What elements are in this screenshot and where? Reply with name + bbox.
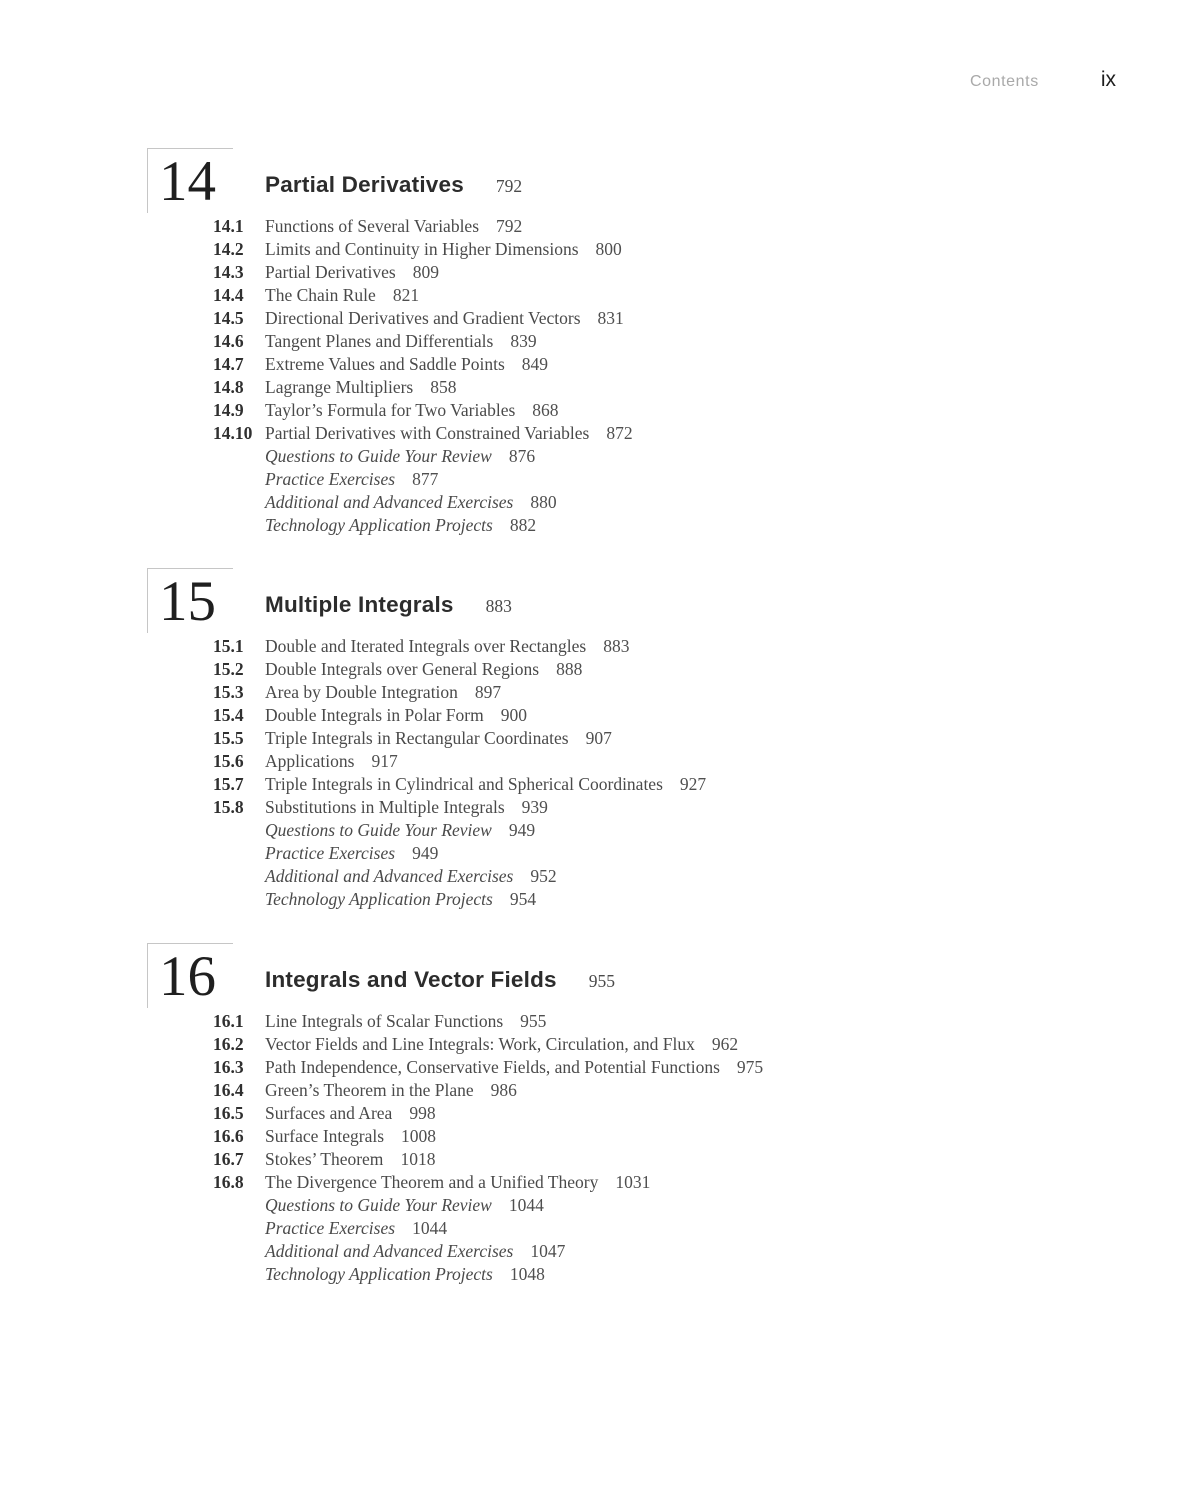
extra-page: 880 [530,492,557,512]
toc-section-row [147,261,1107,284]
section-page: 955 [520,1011,547,1031]
toc-section-row [147,658,1107,681]
chapter-page: 883 [485,596,512,616]
toc-section-row [147,1010,1107,1033]
section-number: 16.6 [213,1126,244,1146]
chapter-number: 14 [159,150,216,213]
section-title: Stokes’ Theorem [265,1149,384,1169]
section-page: 907 [585,728,612,748]
toc-section-row [147,1033,1107,1056]
extra-page: 877 [412,469,439,489]
toc-extra-row [147,468,1107,491]
extra-page: 949 [412,843,439,863]
section-page: 917 [371,751,398,771]
extra-page: 1048 [509,1264,545,1284]
toc-section-row [147,422,1107,445]
toc-extra-row [147,1263,1107,1286]
section-number: 14.10 [213,423,253,443]
section-number: 14.7 [213,354,244,374]
section-page: 975 [736,1057,764,1077]
section-number: 16.8 [213,1172,244,1192]
section-title: Functions of Several Variables [265,216,480,236]
toc-section-row [147,215,1107,238]
section-title: The Divergence Theorem and a Unified Theory [265,1172,599,1192]
section-title: Path Independence, Conservative Fields, and Potential Functions [265,1057,720,1077]
chapter-page: 792 [495,176,523,196]
section-title: Extreme Values and Saddle Points [265,354,505,374]
toc-section-row [147,773,1107,796]
toc-section-row [147,750,1107,773]
extra-page: 949 [508,820,536,840]
section-page: 883 [603,636,630,656]
section-title: Lagrange Multipliers [265,377,414,397]
toc-section-row [147,1125,1107,1148]
extra-title: Practice Exercises [265,843,396,863]
section-number: 16.1 [213,1011,244,1031]
chapter-page: 955 [588,971,615,991]
section-title: Area by Double Integration [265,682,458,702]
section-title: Substitutions in Multiple Integrals [265,797,505,817]
extra-title: Practice Exercises [265,469,396,489]
extra-page: 1047 [530,1241,566,1261]
section-number: 15.5 [213,728,244,748]
chapter-title-row [265,172,522,198]
section-page: 888 [556,659,583,679]
chapter-title: Multiple Integrals [265,592,454,617]
section-title: Double and Iterated Integrals over Rectangles [265,636,587,656]
section-title: Line Integrals of Scalar Functions [265,1011,504,1031]
section-number: 15.7 [213,774,244,794]
section-number: 14.2 [213,239,244,259]
extra-title: Questions to Guide Your Review [265,1195,492,1215]
section-title: Tangent Planes and Differentials [265,331,494,351]
section-title: Surface Integrals [265,1126,385,1146]
section-page: 821 [392,285,420,305]
toc-section-row [147,1056,1107,1079]
section-page: 839 [510,331,537,351]
chapter-header [147,148,1107,213]
chapter-title-row [265,967,615,993]
section-title: Double Integrals in Polar Form [265,705,484,725]
chapter-header [147,568,1107,633]
toc-extra-row [147,865,1107,888]
chapter-number-box [147,148,233,213]
toc-extra-row [147,1194,1107,1217]
section-title: Partial Derivatives with Constrained Variables [265,423,590,443]
extra-page: 952 [530,866,557,886]
section-page: 900 [500,705,527,725]
section-number: 14.1 [213,216,244,236]
toc-section-row [147,330,1107,353]
section-number: 14.6 [213,331,244,351]
chapter-header [147,943,1107,1008]
toc-extra-row [147,842,1107,865]
extra-title: Questions to Guide Your Review [265,446,492,466]
section-title: Limits and Continuity in Higher Dimensions [265,239,579,259]
section-page: 1018 [400,1149,436,1169]
toc-section-row [147,399,1107,422]
toc-section-row [147,704,1107,727]
section-number: 15.1 [213,636,244,656]
section-page: 998 [409,1103,436,1123]
section-title: Triple Integrals in Cylindrical and Spherical Coordinates [265,774,663,794]
section-title: Partial Derivatives [265,262,396,282]
chapter-number-box [147,943,233,1008]
section-number: 16.2 [213,1034,244,1054]
section-page: 868 [532,400,559,420]
extra-page: 1044 [412,1218,448,1238]
running-header [970,68,1116,92]
section-list [147,215,1107,537]
section-page: 939 [521,797,548,817]
section-list [147,1010,1107,1286]
section-number: 16.7 [213,1149,244,1169]
section-page: 831 [597,308,624,328]
section-title: Applications [265,751,355,771]
contents-label: Contents [969,73,1039,90]
section-page: 1031 [615,1172,651,1192]
toc-extra-row [147,445,1107,468]
section-number: 14.4 [213,285,244,305]
toc-extra-row [147,491,1107,514]
section-page: 1008 [401,1126,437,1146]
section-title: Surfaces and Area [265,1103,393,1123]
extra-title: Additional and Advanced Exercises [265,492,514,512]
extra-title: Technology Application Projects [265,889,493,909]
section-number: 16.4 [213,1080,244,1100]
section-page: 858 [430,377,457,397]
toc-section-row [147,376,1107,399]
section-number: 14.5 [213,308,244,328]
chapter-number-box [147,568,233,633]
section-page: 897 [474,682,502,702]
toc-section-row [147,1148,1107,1171]
toc-extra-row [147,819,1107,842]
extra-title: Questions to Guide Your Review [265,820,492,840]
toc-extra-row [147,1240,1107,1263]
chapter-title-row [265,592,512,618]
extra-page: 882 [509,515,537,535]
toc-section-row [147,1102,1107,1125]
chapter-block-15 [147,568,1107,911]
chapter-title: Partial Derivatives [265,172,464,197]
toc-section-row [147,681,1107,704]
section-number: 15.3 [213,682,244,702]
section-number: 15.2 [213,659,244,679]
chapter-number: 16 [159,945,216,1008]
extra-title: Additional and Advanced Exercises [265,866,514,886]
toc-extra-row [147,514,1107,537]
section-title: Double Integrals over General Regions [265,659,540,679]
section-list [147,635,1107,911]
toc-section-row [147,307,1107,330]
section-title: Triple Integrals in Rectangular Coordinates [265,728,569,748]
extra-page: 1044 [508,1195,544,1215]
section-page: 800 [595,239,622,259]
section-number: 16.5 [213,1103,244,1123]
extra-title: Technology Application Projects [265,515,493,535]
section-page: 872 [606,423,633,443]
section-number: 14.9 [213,400,244,420]
chapter-block-16 [147,943,1107,1286]
toc-section-row [147,284,1107,307]
extra-page: 876 [508,446,536,466]
section-number: 15.6 [213,751,244,771]
section-title: Green’s Theorem in the Plane [265,1080,474,1100]
section-page: 849 [521,354,549,374]
toc-section-row [147,1079,1107,1102]
chapter-block-14 [147,148,1107,537]
extra-title: Technology Application Projects [265,1264,493,1284]
section-page: 792 [496,216,523,236]
page-number-folio: ix [1100,68,1116,91]
extra-title: Practice Exercises [265,1218,396,1238]
section-page: 809 [412,262,439,282]
chapter-number: 15 [159,570,216,633]
extra-title: Additional and Advanced Exercises [265,1241,514,1261]
section-title: Vector Fields and Line Integrals: Work, Circulation, and Flux [265,1034,695,1054]
section-number: 16.3 [213,1057,244,1077]
toc-section-row [147,635,1107,658]
toc-extra-row [147,1217,1107,1240]
section-title: The Chain Rule [265,285,376,305]
section-page: 986 [490,1080,517,1100]
chapter-title: Integrals and Vector Fields [265,967,557,992]
extra-page: 954 [509,889,537,909]
section-number: 14.3 [213,262,244,282]
toc-section-row [147,353,1107,376]
toc-section-row [147,1171,1107,1194]
section-page: 962 [711,1034,739,1054]
section-number: 15.8 [213,797,244,817]
section-title: Taylor’s Formula for Two Variables [265,400,516,420]
toc-section-row [147,238,1107,261]
toc-section-row [147,727,1107,750]
toc-section-row [147,796,1107,819]
toc-extra-row [147,888,1107,911]
section-page: 927 [679,774,707,794]
section-number: 14.8 [213,377,244,397]
section-title: Directional Derivatives and Gradient Vectors [265,308,581,328]
section-number: 15.4 [213,705,244,725]
